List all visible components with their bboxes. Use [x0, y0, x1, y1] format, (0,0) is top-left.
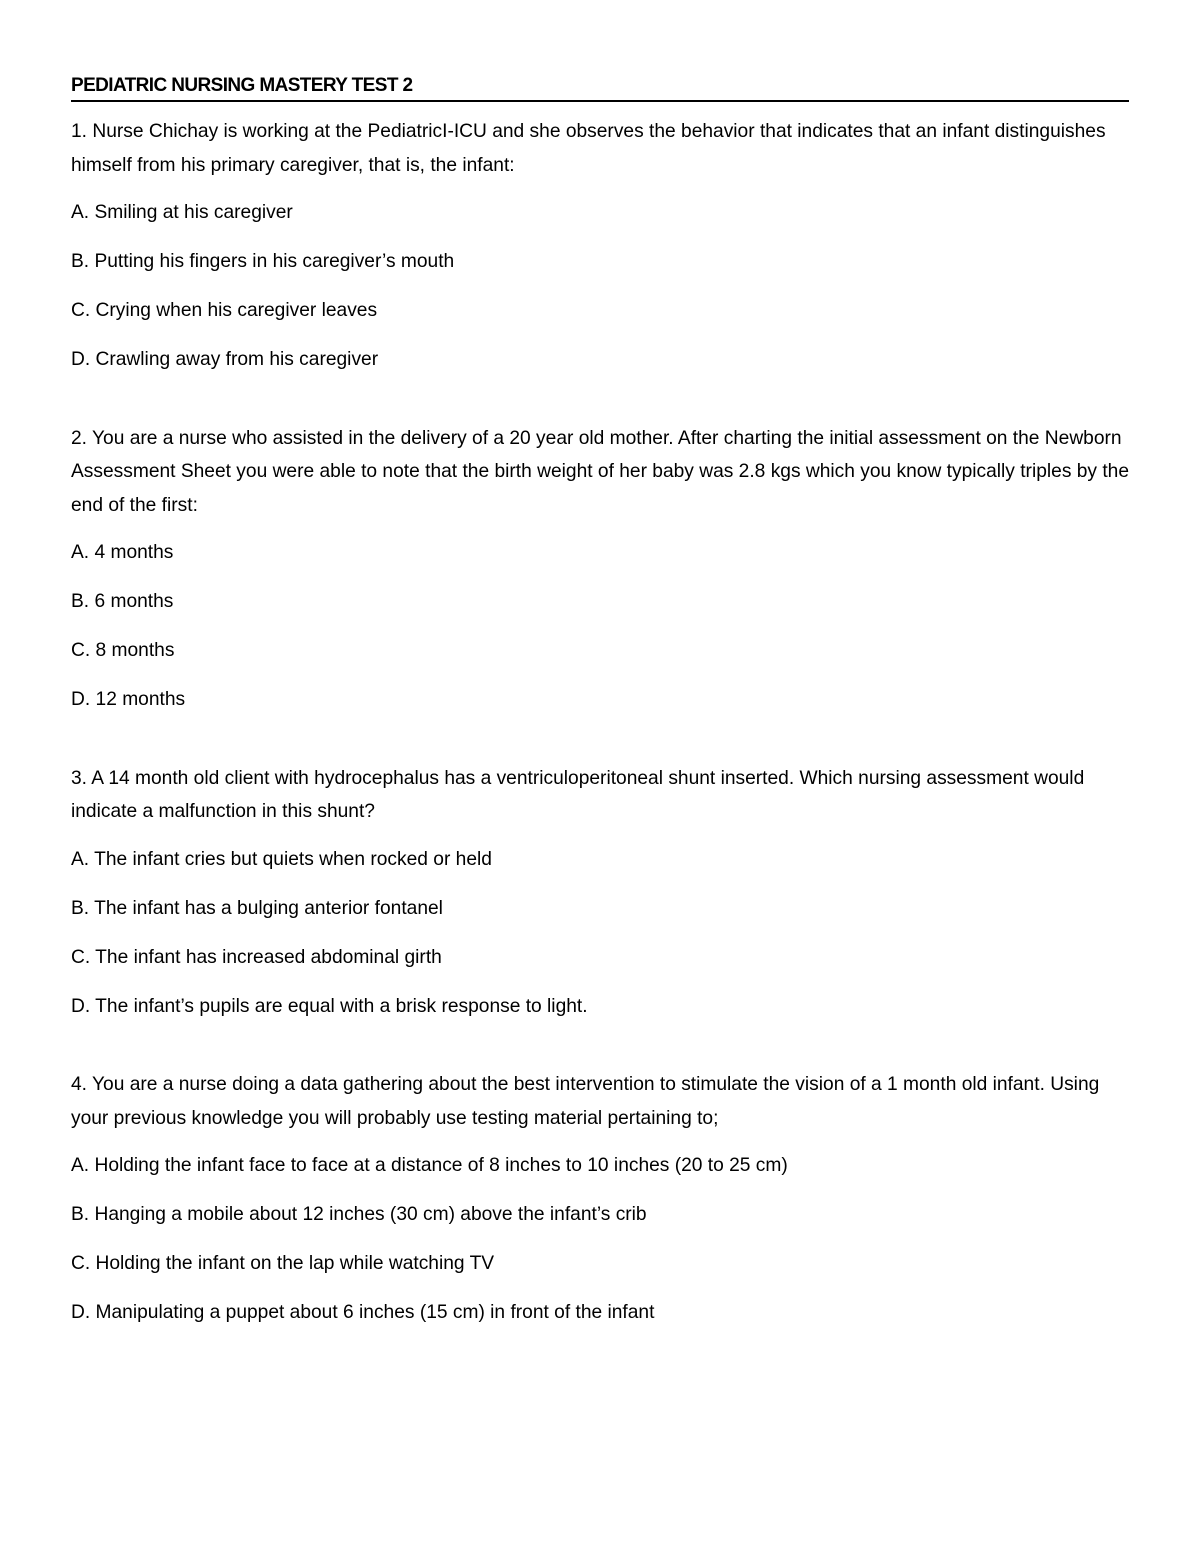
option-d: D. Crawling away from his caregiver [71, 349, 379, 370]
option-c: C. 8 months [71, 640, 175, 661]
option-b: B. Putting his fingers in his caregiver’s mouth [71, 251, 455, 272]
question-text: 2. You are a nurse who assisted in the delivery of a 20 year old mother. After charting the initial assessment on the Newborn Assessment Sheet you were able to note that the birth weight of her baby was 2.8 kgs which you know typically triples by the end of the first: [71, 427, 1130, 516]
option-c: C. The infant has increased abdominal girth [71, 946, 442, 968]
option-a: A. Smiling at his caregiver [71, 202, 293, 223]
option-b: B. Hanging a mobile about 12 inches (30 cm) above the infant’s crib [71, 1204, 647, 1225]
question-text: 4. You are a nurse doing a data gathering about the best intervention to stimulate the vision of a 1 month old infant. Using your previous knowledge you will probably use testing material pertaining to; [71, 1074, 1100, 1129]
option-a: A. The infant cries but quiets when rocked or held [71, 848, 492, 870]
question-4 [71, 1068, 1129, 1330]
question-text: 3. A 14 month old client with hydrocephalus has a ventriculoperitoneal shunt inserted. Which nursing assessment would indicate a malfunction in this shunt? [71, 767, 1085, 822]
option-d: D. 12 months [71, 689, 186, 710]
option-a: A. Holding the infant face to face at a distance of 8 inches to 10 inches (20 to 25 cm) [71, 1155, 788, 1176]
option-b: B. The infant has a bulging anterior fontanel [71, 897, 443, 919]
question-text: 1. Nurse Chichay is working at the PediatricI-ICU and she observes the behavior that indicates that an infant distinguishes himself from his primary caregiver, that is, the infant: [71, 121, 1106, 176]
option-d: D. The infant’s pupils are equal with a brisk response to light. [71, 995, 588, 1017]
option-b: B. 6 months [71, 591, 174, 612]
question-3 [71, 762, 1129, 1024]
document-title: PEDIATRIC NURSING MASTERY TEST 2 [71, 72, 1129, 102]
option-a: A. 4 months [71, 542, 174, 563]
option-c: C. Holding the infant on the lap while watching TV [71, 1253, 495, 1274]
question-2 [71, 422, 1129, 717]
question-1 [71, 115, 1129, 377]
option-d: D. Manipulating a puppet about 6 inches (15 cm) in front of the infant [71, 1302, 655, 1323]
option-c: C. Crying when his caregiver leaves [71, 300, 378, 321]
document-page [71, 72, 1129, 1345]
